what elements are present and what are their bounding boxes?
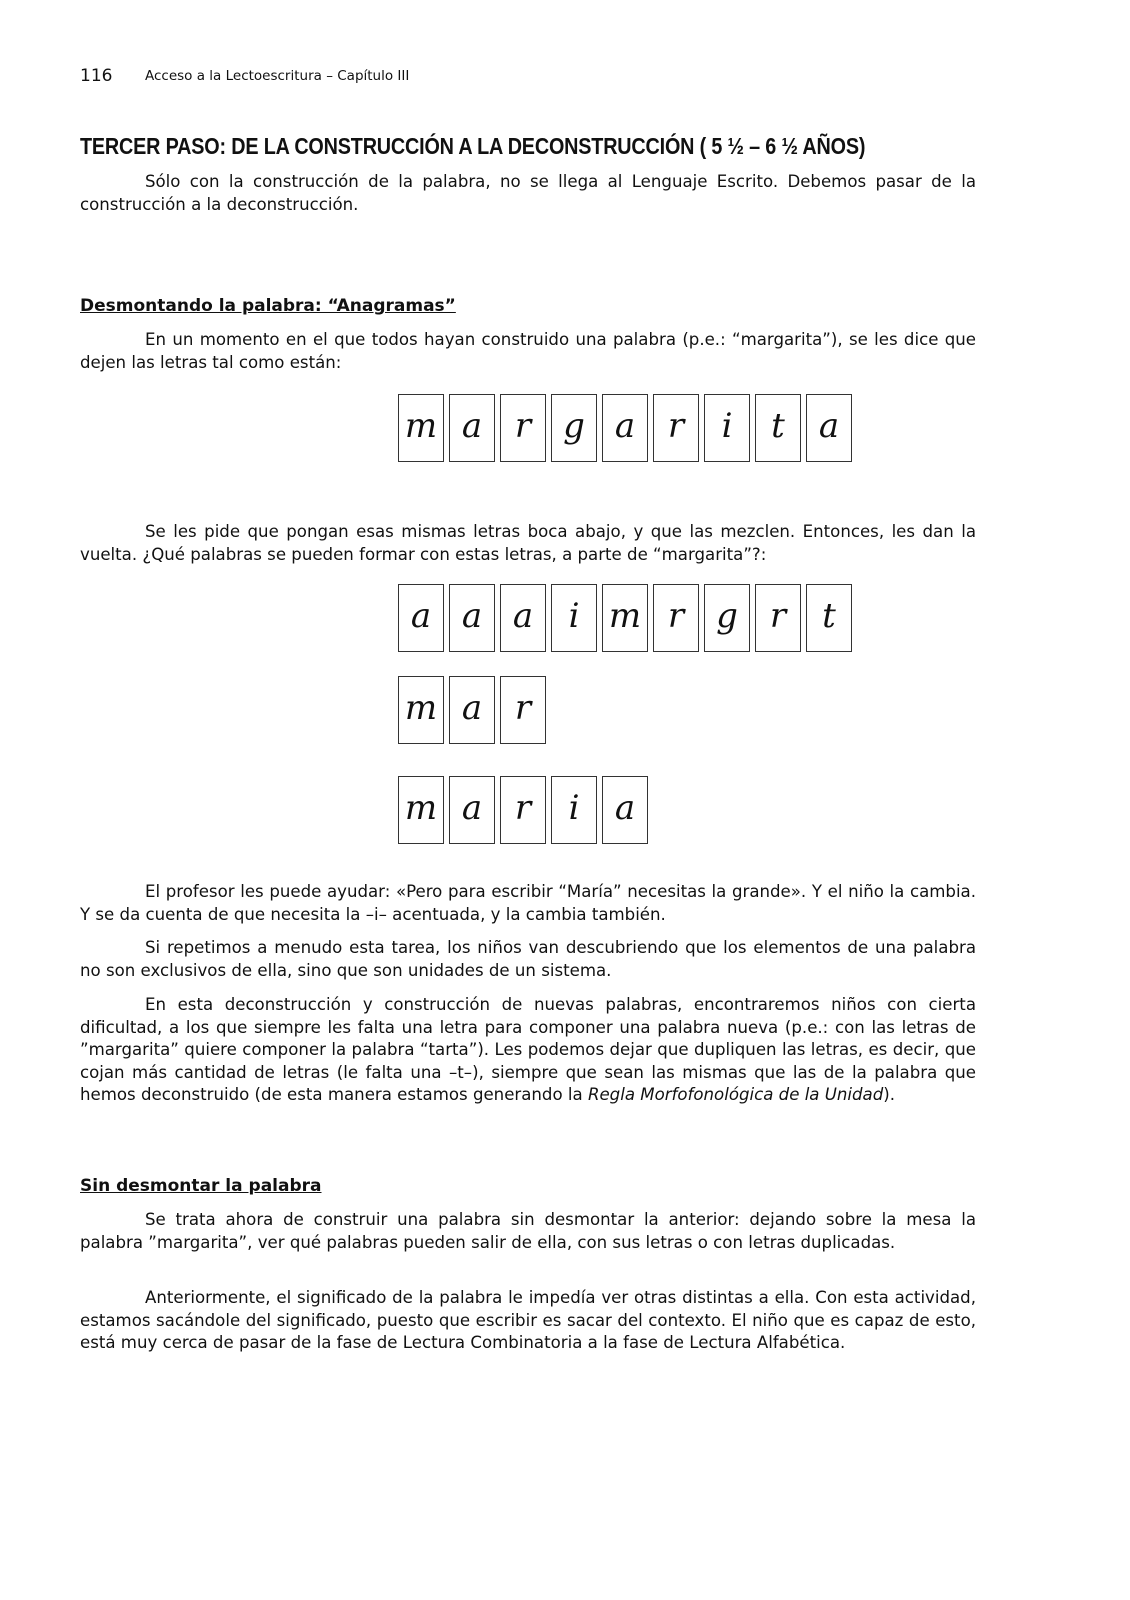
paragraph bbox=[80, 937, 976, 982]
letter-tiles-shuffled bbox=[398, 584, 852, 652]
letter-tile: a bbox=[500, 584, 546, 652]
paragraph-text: Sólo con la construcción de la palabra, no se llega al Lenguaje Escrito. Debemos pasar de la construcción a la deconstrucción. bbox=[80, 172, 976, 214]
letter-tile: i bbox=[704, 394, 750, 462]
paragraph bbox=[80, 171, 976, 216]
emphasized-term: Regla Morfofonológica de la Unidad bbox=[587, 1085, 884, 1104]
paragraph bbox=[80, 329, 976, 374]
letter-tile: a bbox=[602, 394, 648, 462]
page-header bbox=[80, 66, 410, 86]
paragraph bbox=[80, 881, 976, 926]
paragraph bbox=[80, 1209, 976, 1254]
paragraph bbox=[80, 1287, 976, 1355]
letter-tile: m bbox=[398, 394, 444, 462]
paragraph-text: En esta deconstrucción y construcción de nuevas palabras, encontraremos niños con cierta dificultad, a los que siempre les falta una letra para componer una palabra nueva (p.e.: con las letras de ”margarita” quiere componer la palabra “tarta”). Les podemos dejar que dupliquen las letras, es decir, que cojan más cantidad de letras (le falta una –t–), siempre que sean las mismas que las de la palabra que hemos deconstruido (de esta manera estamos generando la bbox=[80, 995, 976, 1104]
letter-tile: m bbox=[398, 776, 444, 844]
letter-tile: m bbox=[398, 676, 444, 744]
letter-tile: r bbox=[653, 394, 699, 462]
paragraph-text: Anteriormente, el significado de la palabra le impedía ver otras distintas a ella. Con esta actividad, estamos sacándole del significado, puesto que escribir es sacar del contexto. El niño que es capaz de esto, está muy cerca de pasar de la fase de Lectura Combinatoria a la fase de Lectura Alfabética. bbox=[80, 1288, 976, 1352]
letter-tile: a bbox=[449, 394, 495, 462]
letter-tile: r bbox=[755, 584, 801, 652]
paragraph-text: Se trata ahora de construir una palabra sin desmontar la anterior: dejando sobre la mesa la palabra ”margarita”, ver qué palabras pueden salir de ella, con sus letras o con letras duplicadas. bbox=[80, 1210, 976, 1252]
letter-tile: a bbox=[449, 584, 495, 652]
running-title: Acceso a la Lectoescritura – Capítulo III bbox=[145, 68, 410, 84]
letter-tile: g bbox=[704, 584, 750, 652]
paragraph bbox=[80, 994, 976, 1107]
paragraph-text: ). bbox=[883, 1085, 896, 1104]
letter-tile: a bbox=[602, 776, 648, 844]
letter-tile: a bbox=[398, 584, 444, 652]
letter-tile: r bbox=[500, 776, 546, 844]
paragraph-text: El profesor les puede ayudar: «Pero para escribir “María” necesitas la grande». Y el niño la cambia. Y se da cuenta de que necesita la –i– acentuada, y la cambia también. bbox=[80, 882, 976, 924]
letter-tile: a bbox=[806, 394, 852, 462]
letter-tiles-margarita bbox=[398, 394, 852, 462]
letter-tiles-maria bbox=[398, 776, 648, 844]
page-number: 116 bbox=[80, 66, 113, 86]
paragraph-text: En un momento en el que todos hayan construido una palabra (p.e.: “margarita”), se les dice que dejen las letras tal como están: bbox=[80, 330, 976, 372]
paragraph-text: Si repetimos a menudo esta tarea, los niños van descubriendo que los elementos de una palabra no son exclusivos de ella, sino que son unidades de un sistema. bbox=[80, 938, 976, 980]
letter-tile: t bbox=[806, 584, 852, 652]
letter-tile: i bbox=[551, 776, 597, 844]
letter-tile: g bbox=[551, 394, 597, 462]
letter-tile: a bbox=[449, 676, 495, 744]
letter-tile: m bbox=[602, 584, 648, 652]
letter-tile: t bbox=[755, 394, 801, 462]
paragraph-text: Se les pide que pongan esas mismas letras boca abajo, y que las mezclen. Entonces, les dan la vuelta. ¿Qué palabras se pueden formar con estas letras, a parte de “margarita”?: bbox=[80, 522, 976, 564]
letter-tile: i bbox=[551, 584, 597, 652]
letter-tile: a bbox=[449, 776, 495, 844]
subsection-heading: Desmontando la palabra: “Anagramas” bbox=[80, 296, 456, 316]
letter-tile: r bbox=[500, 394, 546, 462]
letter-tile: r bbox=[500, 676, 546, 744]
paragraph bbox=[80, 521, 976, 566]
subsection-heading: Sin desmontar la palabra bbox=[80, 1176, 322, 1196]
letter-tile: r bbox=[653, 584, 699, 652]
section-heading: TERCER PASO: DE LA CONSTRUCCIÓN A LA DECONSTRUCCIÓN ( 5 ½ – 6 ½ AÑOS) bbox=[80, 133, 866, 159]
letter-tiles-mar bbox=[398, 676, 546, 744]
